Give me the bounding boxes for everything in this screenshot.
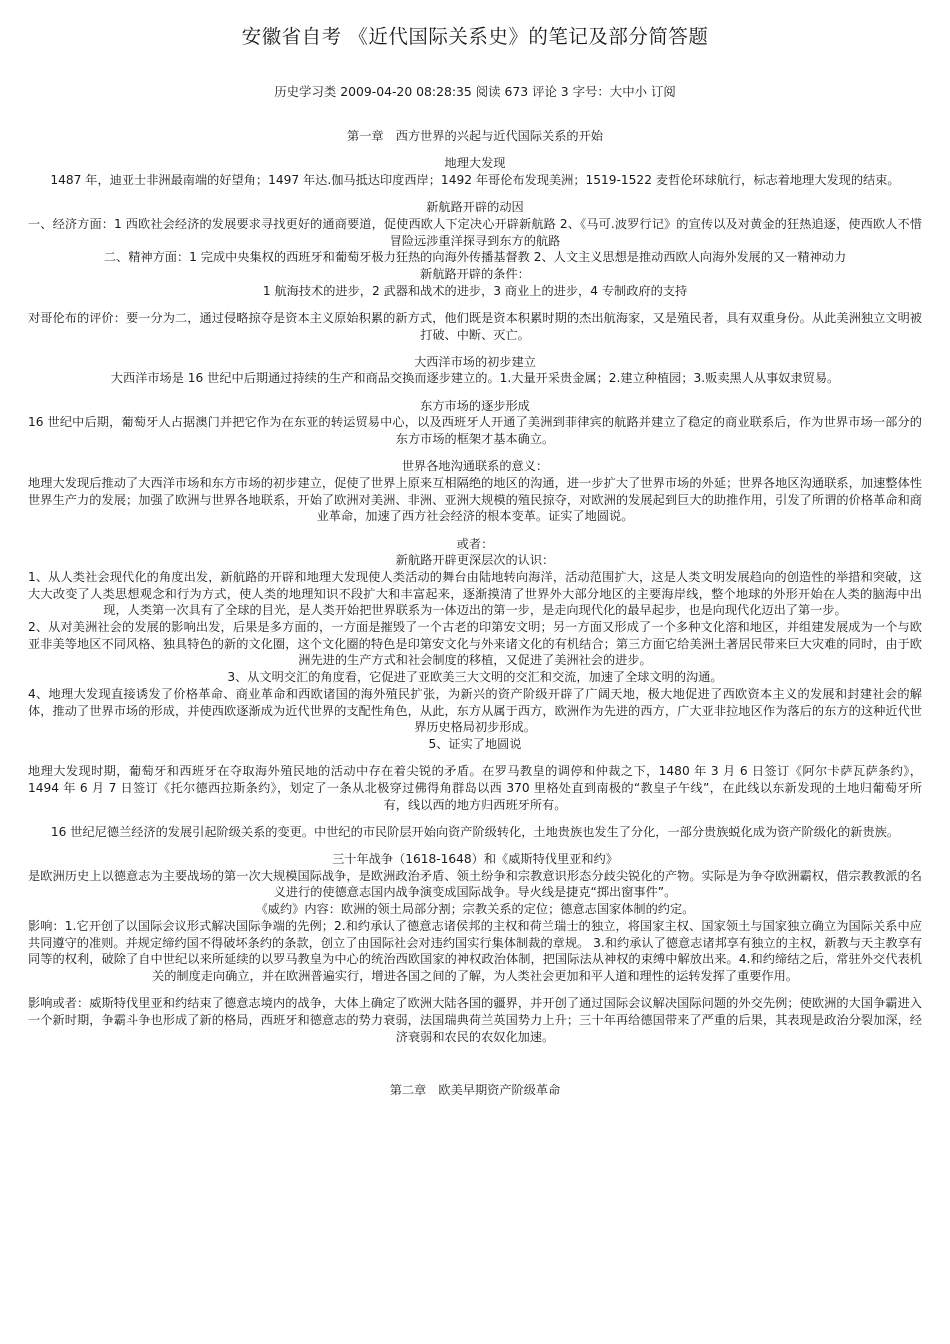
chapter-heading: 第二章 欧美早期资产阶级革命 <box>389 1083 561 1098</box>
paragraph: 3、从文明交汇的角度看，它促进了亚欧美三大文明的交汇和交流，加速了全球文明的沟通。 <box>227 670 723 685</box>
section-heading: 世界各地沟通联系的意义： <box>401 459 549 474</box>
section-heading: 新航路开辟更深层次的认识： <box>395 553 555 568</box>
chapter-heading: 第一章 西方世界的兴起与近代国际关系的开始 <box>347 129 603 143</box>
paragraph: 地理大发现时期，葡萄牙和西班牙在夺取海外殖民地的活动中存在着尖锐的矛盾。在罗马教皇的调停和仲裁之下，1480 年 3 月 6 日签订《阿尔卡萨瓦萨条约》，1494 年 6 月 7 日签订《托尔德西拉斯条约》，划定了一条从北极穿过佛得角群岛以西 370 里格处直到南极的“教皇子午线”，在此线以东新发现的土地归葡萄牙所有，线以西的地方归西班牙所有。 <box>28 764 922 812</box>
paragraph: 16 世纪中后期，葡萄牙人占据澳门并把它作为在东亚的转运贸易中心，以及西班牙人开通了美洲到菲律宾的航路并建立了稳定的商业联系后，作为世界市场一部分的东方市场的框架才基本确立。 <box>28 415 922 447</box>
section-heading: 地理大发现 <box>444 156 506 171</box>
meta-subscribe[interactable]: 订阅 <box>650 84 676 99</box>
paragraph: 一、经济方面：1 西欧社会经济的发展要求寻找更好的通商要道，促使西欧人下定决心开辟新航路 2、《马可.波罗行记》的宣传以及对黄金的狂热追逐，使西欧人不惜冒险远涉重洋探寻到东方的航路 <box>28 216 922 248</box>
paragraph: 16 世纪尼德兰经济的发展引起阶级关系的变更。中世纪的市民阶层开始向资产阶级转化，土地贵族也发生了分化，一部分贵族蜕化成为资产阶级化的新贵族。 <box>50 824 900 839</box>
paragraph: 5、证实了地圆说 <box>428 737 522 751</box>
article-meta <box>28 84 922 100</box>
meta-datetime: 2009-04-20 08:28:35 <box>340 84 472 99</box>
subheading: 或者： <box>456 536 494 551</box>
subheading: 新航路开辟的条件： <box>420 266 530 281</box>
paragraph: 二、精神方面：1 完成中央集权的西班牙和葡萄牙极力狂热的向海外传播基督教 2、人文主义思想是推动西欧人向海外发展的又一精神动力 <box>103 250 847 265</box>
paragraph: 2、从对美洲社会的发展的影响出发，后果是多方面的，一方面是摧毁了一个古老的印第安文明；另一方面又形成了一个多种文化溶和地区，并组建发展成为一个与欧亚非美等地区不同风格、独具特色的新的文化圈，这个文化圈的特色是印第安文化与外来诸文化的有机结合；第三方面它给美洲土著居民带来巨大灾难的同时，由于欧洲先进的生产方式和社会制度的移植，又促进了美洲社会的进步。 <box>28 620 922 668</box>
meta-reads: 阅读 673 <box>475 84 529 99</box>
meta-font-size[interactable]: 字号：大中小 <box>572 84 647 99</box>
section-heading: 三十年战争（1618-1648）和《威斯特伐里亚和约》 <box>332 852 618 867</box>
paragraph: 影响：1.它开创了以国际会议形式解决国际争端的先例；2.和约承认了德意志诸侯邦的主权和荷兰瑞士的独立，将国家主权、国家领土与国家独立确立为国际关系中应共同遵守的准则。并规定缔约国不得破坏条约的条款，创立了由国际社会对违约国实行集体制裁的章规。 3.和约承认了德意志诸邦享有独立的主权，新教与天主教享有同等的权利，破除了自中世纪以来所延续的以罗马教皇为中心的统治西欧国家的神权政治体制，把国际法从神权的束缚中解放出来。4.和约缔结之后，常驻外交代表机关的制度走向确立，并在欧洲普遍实行，增进各国之间的了解，为人类社会更加和平人道和理性的运转发挥了重要作用。 <box>28 918 922 983</box>
paragraph: 影响或者：威斯特伐里亚和约结束了德意志境内的战争，大体上确定了欧洲大陆各国的疆界，并开创了通过国际会议解决国际问题的外交先例；使欧洲的大国争霸进入一个新时期，争霸斗争也形成了新的格局，西班牙和德意志的势力衰弱，法国瑞典荷兰英国势力上升；三十年再给德国带来了严重的后果，其表现是政治分裂加深，经济衰弱和农民的农奴化加速。 <box>28 996 922 1044</box>
meta-category[interactable]: 历史学习类 <box>274 84 337 99</box>
section-heading: 大西洋市场的初步建立 <box>414 354 536 369</box>
paragraph: 对哥伦布的评价：要一分为二，通过侵略掠夺是资本主义原始积累的新方式，他们既是资本积累时期的杰出航海家，又是殖民者，具有双重身份。从此美洲独立文明被打破、中断、灭亡。 <box>28 310 922 342</box>
paragraph: 1 航海技术的进步，2 武器和战术的进步，3 商业上的进步，4 专制政府的支持 <box>262 283 688 298</box>
paragraph: 1487 年，迪亚士非洲最南端的好望角；1497 年达.伽马抵达印度西岸；1492 年哥伦布发现美洲；1519-1522 麦哲伦环球航行，标志着地理大发现的结束。 <box>50 172 900 187</box>
section-heading: 新航路开辟的动因 <box>426 200 524 215</box>
paragraph: 是欧洲历史上以德意志为主要战场的第一次大规模国际战争，是欧洲政治矛盾、领土纷争和宗教意识形态分歧尖锐化的产物。实际是为争夺欧洲霸权，借宗教教派的名义进行的使德意志国内战争演变成国际战争。导火线是捷克“掷出窗事件”。 <box>28 868 922 900</box>
paragraph: 4、地理大发现直接诱发了价格革命、商业革命和西欧诸国的海外殖民扩张，为新兴的资产阶级开辟了广阔天地，极大地促进了西欧资本主义的发展和封建社会的解体，推动了世界市场的形成，并使西欧逐渐成为近代世界的支配性角色，从此，东方从属于西方，欧洲作为先进的西方，广大亚非拉地区作为落后的东方的这种近代世界历史格局初步形成。 <box>28 686 922 735</box>
page-title: 安徽省自考 《近代国际关系史》的笔记及部分简答题 <box>241 25 709 48</box>
paragraph: 地理大发现后推动了大西洋市场和东方市场的初步建立，促使了世界上原来互相隔绝的地区的沟通，进一步扩大了世界市场的外延；世界各地区沟通联系，加速整体性世界生产力的发展；加强了欧洲与世界各地联系，开始了欧洲对美洲、非洲、亚洲大规模的殖民掠夺，对欧洲的发展起到巨大的助推作用，引发了所谓的价格革命和商业革命，加速了西方社会经济的根本变革。证实了地圆说。 <box>28 475 922 524</box>
paragraph: 大西洋市场是 16 世纪中后期通过持续的生产和商品交换而逐步建立的。1.大量开采贵金属；2.建立种植园；3.贩卖黑人从事奴隶贸易。 <box>110 371 840 386</box>
paragraph: 《威约》内容：欧洲的领土局部分割；宗教关系的定位；德意志国家体制的约定。 <box>255 902 695 917</box>
meta-comments[interactable]: 评论 3 <box>532 84 569 99</box>
paragraph: 1、从人类社会现代化的角度出发，新航路的开辟和地理大发现使人类活动的舞台由陆地转向海洋，活动范围扩大，这是人类文明发展趋向的创造性的举措和突破，这大大改变了人类思想观念和行为方式，使人类的地理知识不段扩大和丰富起来，逐渐摸清了世界外大部分地区的主要海岸线，整个地球的外形开始在人类的脑海中出现，人类第一次具有了全球的目光，是人类开始把世界联系为一体迈出的第一步，是走向现代化的最早起步，也是向现代化迈出了第一步。 <box>28 569 922 618</box>
section-heading: 东方市场的逐步形成 <box>420 398 530 413</box>
